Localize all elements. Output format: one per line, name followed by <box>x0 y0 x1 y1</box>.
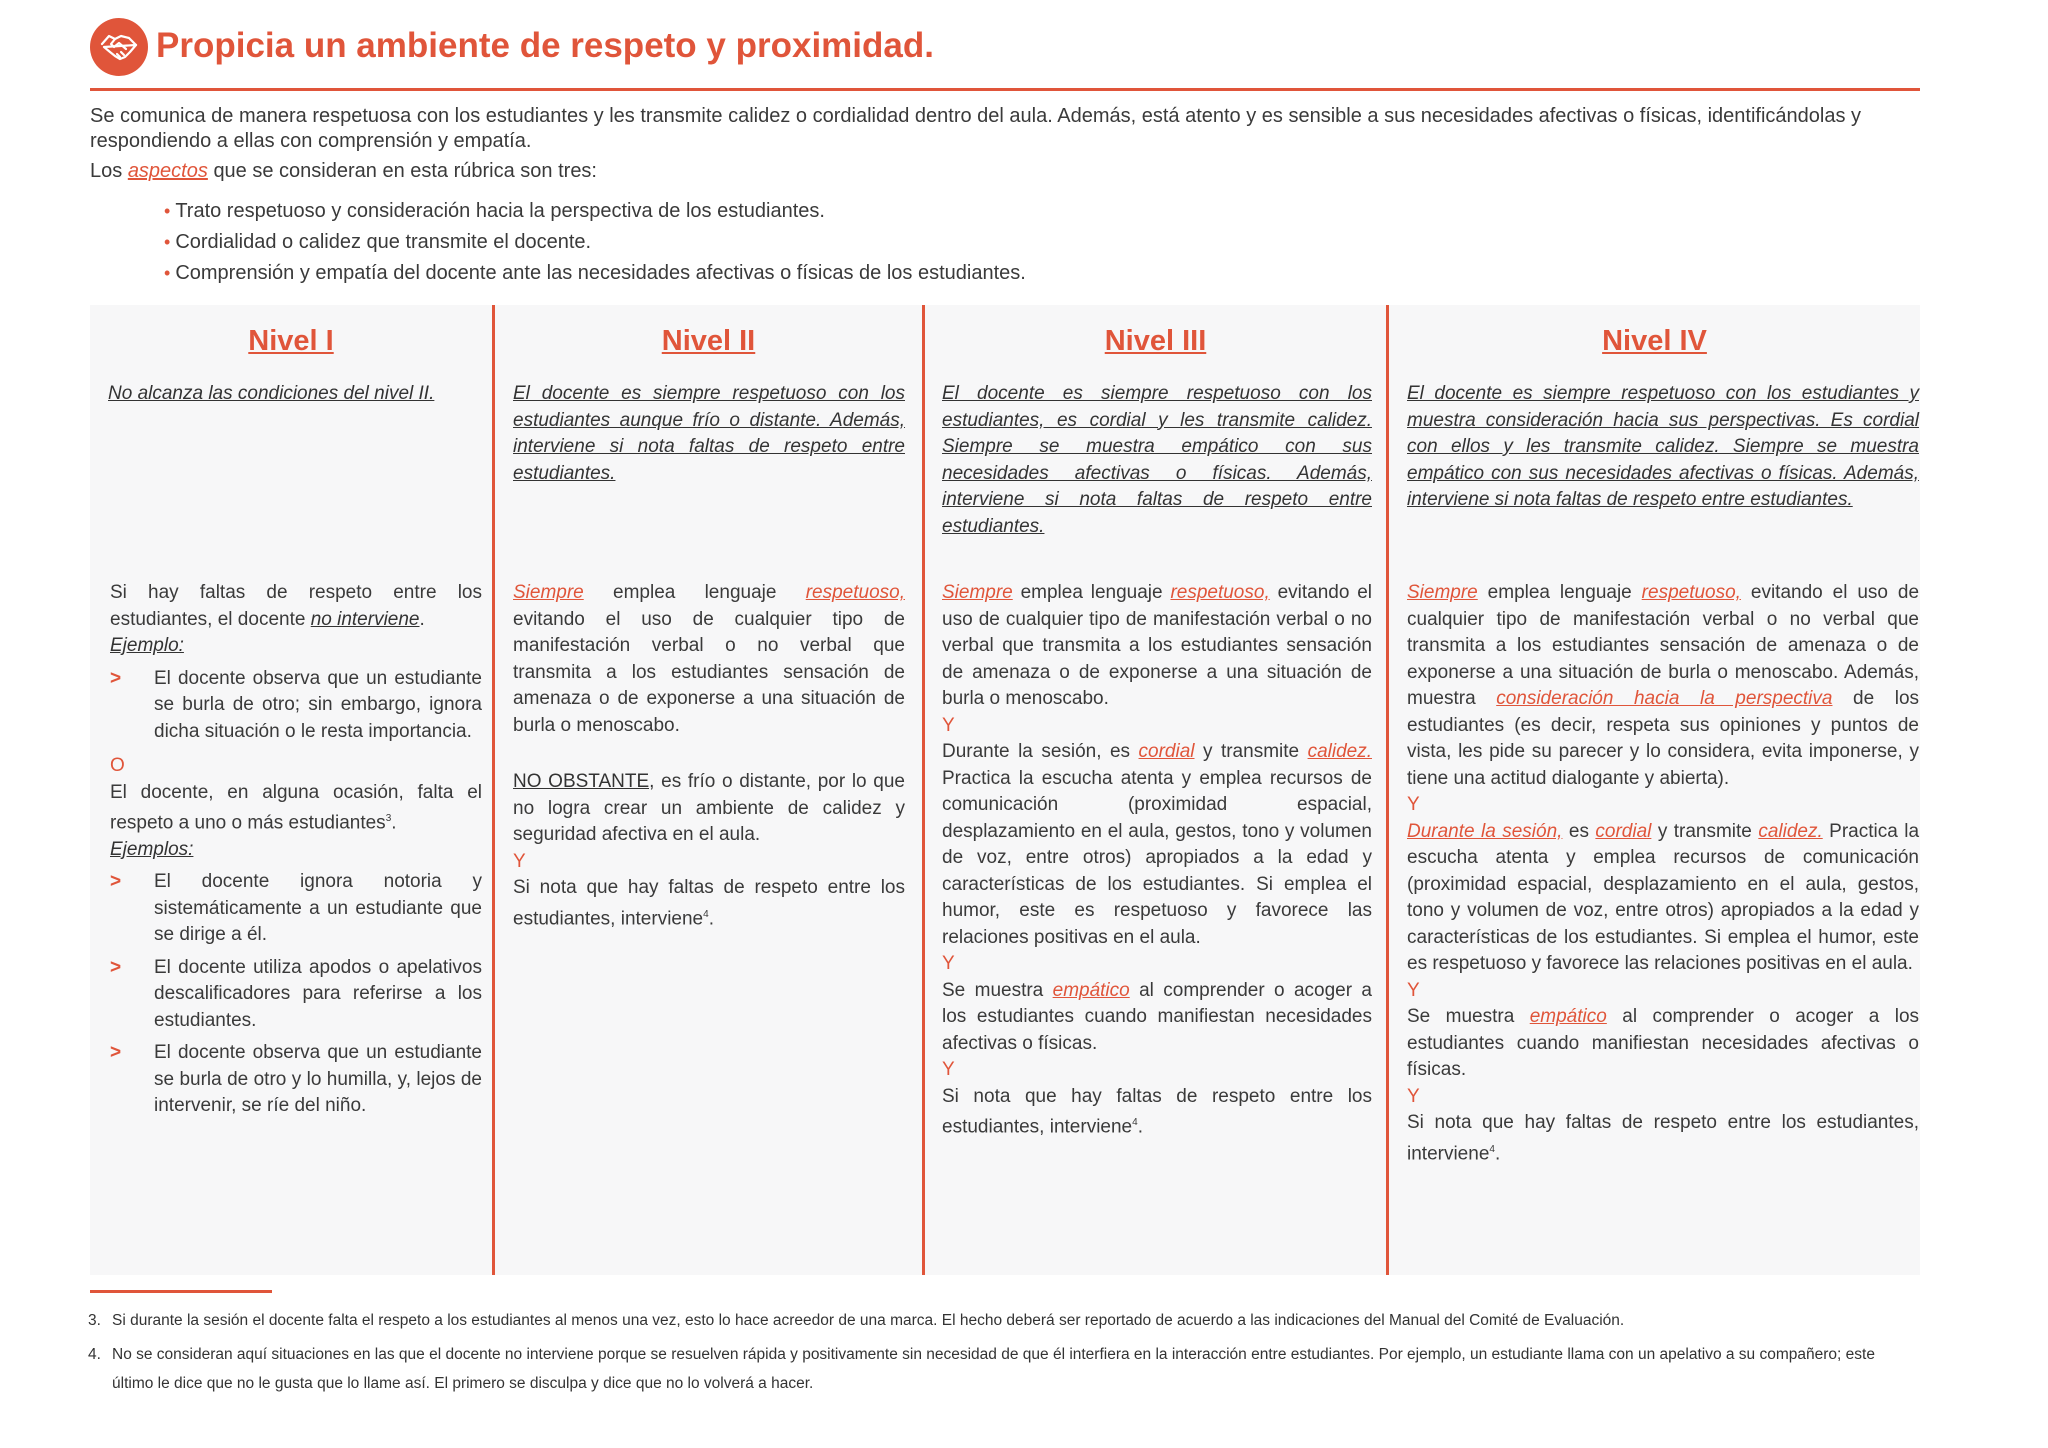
keyword: respetuoso, <box>1641 582 1741 603</box>
spacer <box>513 739 905 769</box>
body-paragraph <box>942 739 1372 951</box>
handshake-icon-graphic <box>100 30 138 64</box>
keyword: calidez. <box>1307 741 1372 762</box>
text: evitando el uso de cualquier tipo de manifestación verbal o no verbal que transmita a los estudiantes sensación de amenaza o de exponerse a una situación de burla o menoscabo. Además, muestra <box>1407 582 1920 709</box>
text: evitando el uso de cualquier tipo de manifestación verbal o no verbal que transmita a los estudiantes sensación de amenaza o de exponerse a una situación de burla o menoscabo. <box>942 582 1373 709</box>
keyword: empático <box>1052 979 1130 1001</box>
body-paragraph <box>110 780 482 837</box>
body-paragraph <box>513 580 905 739</box>
text: es <box>1568 820 1589 842</box>
text: . <box>391 812 397 834</box>
level-title: Nivel III <box>1104 325 1207 357</box>
conjunction-o: O <box>110 755 125 776</box>
example-label: Ejemplo: <box>110 635 184 656</box>
level-column-3 <box>925 305 1386 1275</box>
bullet-icon: • <box>164 263 171 283</box>
example-item <box>110 1040 482 1120</box>
level-column-4 <box>1389 305 1920 1275</box>
text: al comprender o acoger a los estudiantes cuando manifiestan necesidades afectivas o físicas. <box>942 979 1372 1054</box>
example-item <box>110 666 482 746</box>
body-paragraph <box>942 580 1372 713</box>
keyword: respetuoso, <box>1170 582 1270 603</box>
text: y transmite <box>1202 741 1300 762</box>
keyword: NO OBSTANTE, <box>513 771 655 792</box>
aspects-line <box>90 159 1920 184</box>
text: Durante la sesión, es <box>942 741 1131 762</box>
footnote-ref: 4 <box>703 908 709 920</box>
list-item <box>164 258 1920 289</box>
page-title: Propicia un ambiente de respeto y proximidad. <box>156 26 934 65</box>
text: . <box>708 907 714 929</box>
footnote <box>88 1340 1888 1398</box>
conjunction-y: Y <box>513 850 526 872</box>
aspects-suffix: que se consideran en esta rúbrica son tres: <box>213 160 597 182</box>
text: El docente, en alguna ocasión, falta el respeto a uno o más estudiantes <box>110 781 482 834</box>
text: es frío o distante, por lo que no logra crear un ambiente de calidez y seguridad afectiva en el aula. <box>513 771 905 845</box>
text: de los estudiantes (es decir, respeta sus opiniones y puntos de vista, les pide su parecer y lo considera, evita imponerse, y tiene una actitud dialogante y abierta). <box>1407 688 1920 789</box>
conjunction-y: Y <box>942 714 955 736</box>
chevron-right-icon: > <box>110 956 122 978</box>
text: Se muestra <box>1407 1006 1515 1027</box>
text: Se muestra <box>942 979 1044 1001</box>
keyword: Siempre <box>942 582 1013 603</box>
text: Si nota que hay faltas de respeto entre los estudiantes, interviene <box>942 1085 1372 1138</box>
level-summary: No alcanza las condiciones del nivel II. <box>108 383 435 404</box>
body-paragraph <box>1407 580 1919 792</box>
footnote-text: Si durante la sesión el docente falta el respeto a los estudiantes al menos una vez, esto lo hace acreedor de una marca. El hecho deberá ser reportado de acuerdo a las indicaciones del Manual del Comité de Evaluación. <box>112 1312 1625 1329</box>
body-paragraph <box>1407 1110 1919 1167</box>
text: emplea lenguaje <box>1020 582 1163 603</box>
keyword: consideración hacia la perspectiva <box>1496 688 1833 709</box>
level-body <box>1407 580 1919 1167</box>
bullet-icon: • <box>164 201 171 221</box>
chevron-right-icon: > <box>110 871 122 893</box>
keyword: no interviene <box>310 608 420 630</box>
keyword: cordial <box>1595 820 1652 842</box>
level-column-1 <box>90 305 492 1275</box>
rubric-grid <box>90 305 1920 1275</box>
keyword: cordial <box>1138 741 1195 762</box>
level-title: Nivel II <box>661 325 756 357</box>
footnotes <box>88 1306 1888 1398</box>
keyword: calidez. <box>1758 820 1823 842</box>
body-paragraph <box>1407 1004 1919 1084</box>
level-title: Nivel IV <box>1602 325 1707 357</box>
conjunction-y: Y <box>1407 979 1420 1001</box>
example-text: El docente observa que un estudiante se burla de otro y lo humilla, y, lejos de intervenir, se ríe del niño. <box>154 1042 482 1117</box>
text: . <box>1494 1142 1501 1164</box>
aspects-list <box>90 196 1920 289</box>
body-paragraph <box>1407 819 1919 978</box>
example-text: El docente observa que un estudiante se burla de otro; sin embargo, ignora dicha situación o le resta importancia. <box>154 667 482 742</box>
example-item <box>110 955 482 1035</box>
footnote-ref: 4 <box>1132 1117 1138 1128</box>
footnote-number: 4. <box>88 1346 101 1363</box>
text: . <box>419 608 425 630</box>
example-text: El docente utiliza apodos o apelativos descalificadores para referirse a los estudiantes. <box>154 956 482 1031</box>
level-body <box>942 580 1372 1141</box>
conjunction-y: Y <box>942 953 955 974</box>
text: emplea lenguaje <box>613 582 777 603</box>
footnote-text: No se consideran aquí situaciones en las que el docente no interviene porque se resuelven rápida y positivamente sin necesidad de que él interfiera en la interacción entre estudiantes. Por ejemplo, un estudiante llama con un apelativo a su compañero; este último le dice que no le gusta que lo llame así. El primero se disculpa y dice que no lo volverá a hacer. <box>112 1346 1875 1392</box>
text: y transmite <box>1657 820 1752 842</box>
text: Si hay faltas de respeto entre los estudiantes, el docente <box>110 582 482 630</box>
text: emplea lenguaje <box>1487 582 1632 603</box>
keyword: empático <box>1529 1006 1607 1027</box>
level-summary: El docente es siempre respetuoso con los estudiantes, es cordial y les transmite calidez. Siempre se muestra empático con sus necesidades afectivas o físicas. Además, interviene si nota faltas de respeto entre estudiantes. <box>942 383 1372 537</box>
level-summary: El docente es siempre respetuoso con los estudiantes aunque frío o distante. Además, interviene si nota faltas de respeto entre estudiantes. <box>513 383 905 484</box>
intro-section <box>90 104 1920 289</box>
footnote-number: 3. <box>88 1312 101 1329</box>
list-item-text: Cordialidad o calidez que transmite el docente. <box>175 231 592 253</box>
level-body <box>513 580 905 932</box>
footnote-divider <box>90 1290 272 1293</box>
text: Practica la escucha atenta y emplea recursos de comunicación (proximidad espacial, desplazamiento en el aula, gestos, tono y volumen de voz, entre otros) apropiados a la edad y características de los estudiantes. Si emplea el humor, este es respetuoso y favorece las relaciones positivas en el aula. <box>1407 820 1920 974</box>
intro-paragraph: Se comunica de manera respetuosa con los estudiantes y les transmite calidez o cordialidad dentro del aula. Además, está atento y es sensible a sus necesidades afectivas o físicas, identificándolas y respondiendo a ellas con comprensión y empatía. <box>90 105 1862 152</box>
example-text: El docente ignora notoria y sistemáticamente a un estudiante que se dirige a él. <box>154 871 482 946</box>
aspects-keyword: aspectos <box>127 160 208 182</box>
list-item-text: Comprensión y empatía del docente ante las necesidades afectivas o físicas de los estudiantes. <box>175 262 1026 284</box>
list-item <box>164 196 1920 227</box>
keyword: Siempre <box>513 582 584 603</box>
level-column-2 <box>495 305 922 1275</box>
footnote-ref: 4 <box>1489 1143 1495 1155</box>
conjunction-y: Y <box>1407 1085 1420 1107</box>
footnote <box>88 1306 1888 1335</box>
text: . <box>1137 1116 1143 1138</box>
examples-label: Ejemplos: <box>110 838 194 860</box>
page-header <box>90 18 1920 90</box>
body-paragraph <box>513 875 905 932</box>
header-divider <box>90 88 1920 91</box>
keyword: Siempre <box>1407 582 1478 603</box>
example-item <box>110 869 482 949</box>
body-paragraph <box>110 580 482 633</box>
list-item <box>164 227 1920 258</box>
text: Si nota que hay faltas de respeto entre los estudiantes, interviene <box>1407 1112 1919 1164</box>
keyword: respetuoso, <box>805 582 905 603</box>
conjunction-y: Y <box>942 1059 955 1080</box>
chevron-right-icon: > <box>110 1042 122 1064</box>
handshake-icon <box>90 18 148 76</box>
body-paragraph <box>942 978 1372 1058</box>
text: al comprender o acoger a los estudiantes cuando manifiestan necesidades afectivas o físicas. <box>1407 1006 1920 1080</box>
text: evitando el uso de cualquier tipo de manifestación verbal o no verbal que transmita a los estudiantes sensación de amenaza o de exponerse a una situación de burla o menoscabo. <box>513 608 905 736</box>
keyword: Durante la sesión, <box>1407 820 1563 842</box>
list-item-text: Trato respetuoso y consideración hacia la perspectiva de los estudiantes. <box>175 200 825 222</box>
level-body <box>110 580 482 1120</box>
level-summary: El docente es siempre respetuoso con los estudiantes y muestra consideración hacia sus perspectivas. Es cordial con ellos y les transmite calidez. Siempre se muestra empático con sus necesidades afectivas o físicas. Además, interviene si nota faltas de respeto entre estudiantes. <box>1407 383 1919 510</box>
conjunction-y: Y <box>1407 794 1420 815</box>
level-title: Nivel I <box>248 325 334 357</box>
chevron-right-icon: > <box>110 667 122 689</box>
body-paragraph <box>513 769 905 849</box>
text: Si nota que hay faltas de respeto entre los estudiantes, interviene <box>513 877 905 929</box>
body-paragraph <box>942 1084 1372 1141</box>
text: Practica la escucha atenta y emplea recursos de comunicación (proximidad espacial, desplazamiento en el aula, gestos, tono y volumen de voz, entre otros) apropiados a la edad y características de los estudiantes. Si emplea el humor, este es respetuoso y favorece las relaciones positivas en el aula. <box>942 767 1372 948</box>
aspects-prefix: Los <box>90 160 123 182</box>
footnote-ref: 3 <box>385 813 392 824</box>
bullet-icon: • <box>164 232 171 252</box>
